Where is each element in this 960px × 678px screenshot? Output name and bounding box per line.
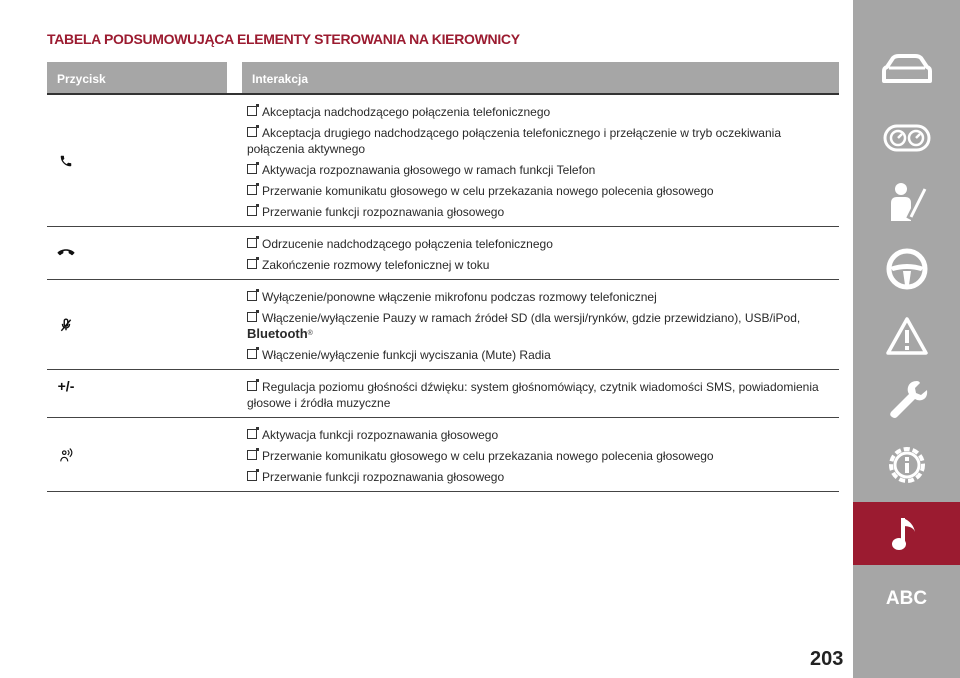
list-item: Zakończenie rozmowy telefonicznej w toku	[247, 257, 839, 273]
list-item: Odrzucenie nadchodzącego połączenia telefonicznego	[247, 236, 839, 252]
car-icon	[881, 53, 933, 87]
wrench-icon	[885, 377, 929, 423]
warning-triangle-icon	[885, 316, 929, 356]
sidebar-item-safety[interactable]	[853, 180, 960, 226]
list-item: Aktywacja funkcji rozpoznawania głosowego	[247, 427, 839, 443]
table-row	[47, 227, 839, 280]
page-title: TABELA PODSUMOWUJĄCA ELEMENTY STEROWANIA NA KIEROWNICY	[47, 31, 520, 47]
table-row	[47, 280, 839, 370]
index-abc-label: ABC	[885, 588, 928, 609]
volume-button-label: +/-	[57, 378, 75, 394]
table-header	[47, 62, 839, 95]
list-item: Przerwanie komunikatu głosowego w celu przekazania nowego polecenia głosowego	[247, 183, 839, 199]
sidebar-item-multimedia[interactable]	[853, 502, 960, 565]
column-header-button: Przycisk	[57, 72, 106, 86]
phone-hangup-icon	[57, 248, 75, 258]
voice-recognition-icon	[59, 447, 73, 463]
list-item: Włączenie/wyłączenie funkcji wyciszania (Mute) Radia	[247, 347, 839, 363]
phone-answer-icon	[59, 154, 73, 168]
table-row	[47, 418, 839, 492]
list-item: Włączenie/wyłączenie Pauzy w ramach źródeł SD (dla wersji/rynków, gdzie przewidziano), USB/iPod, Bluetooth®	[247, 311, 801, 341]
list-item: Przerwanie funkcji rozpoznawania głosowego	[247, 469, 839, 485]
list-item: Akceptacja nadchodzącego połączenia telefonicznego	[247, 104, 839, 120]
steering-wheel-icon	[885, 247, 929, 291]
sidebar-item-warnings[interactable]	[853, 314, 960, 358]
dashboard-gauges-icon	[883, 123, 931, 153]
table-row	[47, 95, 839, 227]
sidebar-item-dashboard[interactable]	[853, 118, 960, 158]
list-item: Aktywacja rozpoznawania głosowego w ramach funkcji Telefon	[247, 162, 839, 178]
sidebar-item-car[interactable]	[853, 50, 960, 90]
sidebar-item-maintenance[interactable]	[853, 376, 960, 424]
table-row	[47, 370, 839, 418]
list-item: Regulacja poziomu głośności dźwięku: system głośnomówiący, czytnik wiadomości SMS, powiadomienia głosowe i źródła muzyczne	[247, 380, 819, 410]
page-number: 203	[810, 648, 844, 670]
controls-table	[47, 62, 839, 492]
seatbelt-person-icon	[885, 181, 929, 225]
sidebar-item-index[interactable]	[853, 585, 960, 613]
sidebar-item-driving[interactable]	[853, 246, 960, 292]
column-header-interaction: Interakcja	[252, 72, 309, 86]
mute-icon	[60, 318, 72, 332]
list-item: Przerwanie funkcji rozpoznawania głosowego	[247, 204, 839, 220]
list-item: Przerwanie komunikatu głosowego w celu przekazania nowego polecenia głosowego	[247, 448, 839, 464]
chapter-sidebar	[853, 0, 960, 678]
list-item: Wyłączenie/ponowne włączenie mikrofonu podczas rozmowy telefonicznej	[247, 289, 839, 305]
gear-info-icon	[884, 442, 930, 488]
list-item: Akceptacja drugiego nadchodzącego połączenia telefonicznego i przełączenie w tryb oczekiwania połączenia aktywnego	[247, 126, 781, 156]
music-note-icon	[891, 514, 923, 554]
sidebar-item-technical[interactable]	[853, 441, 960, 489]
